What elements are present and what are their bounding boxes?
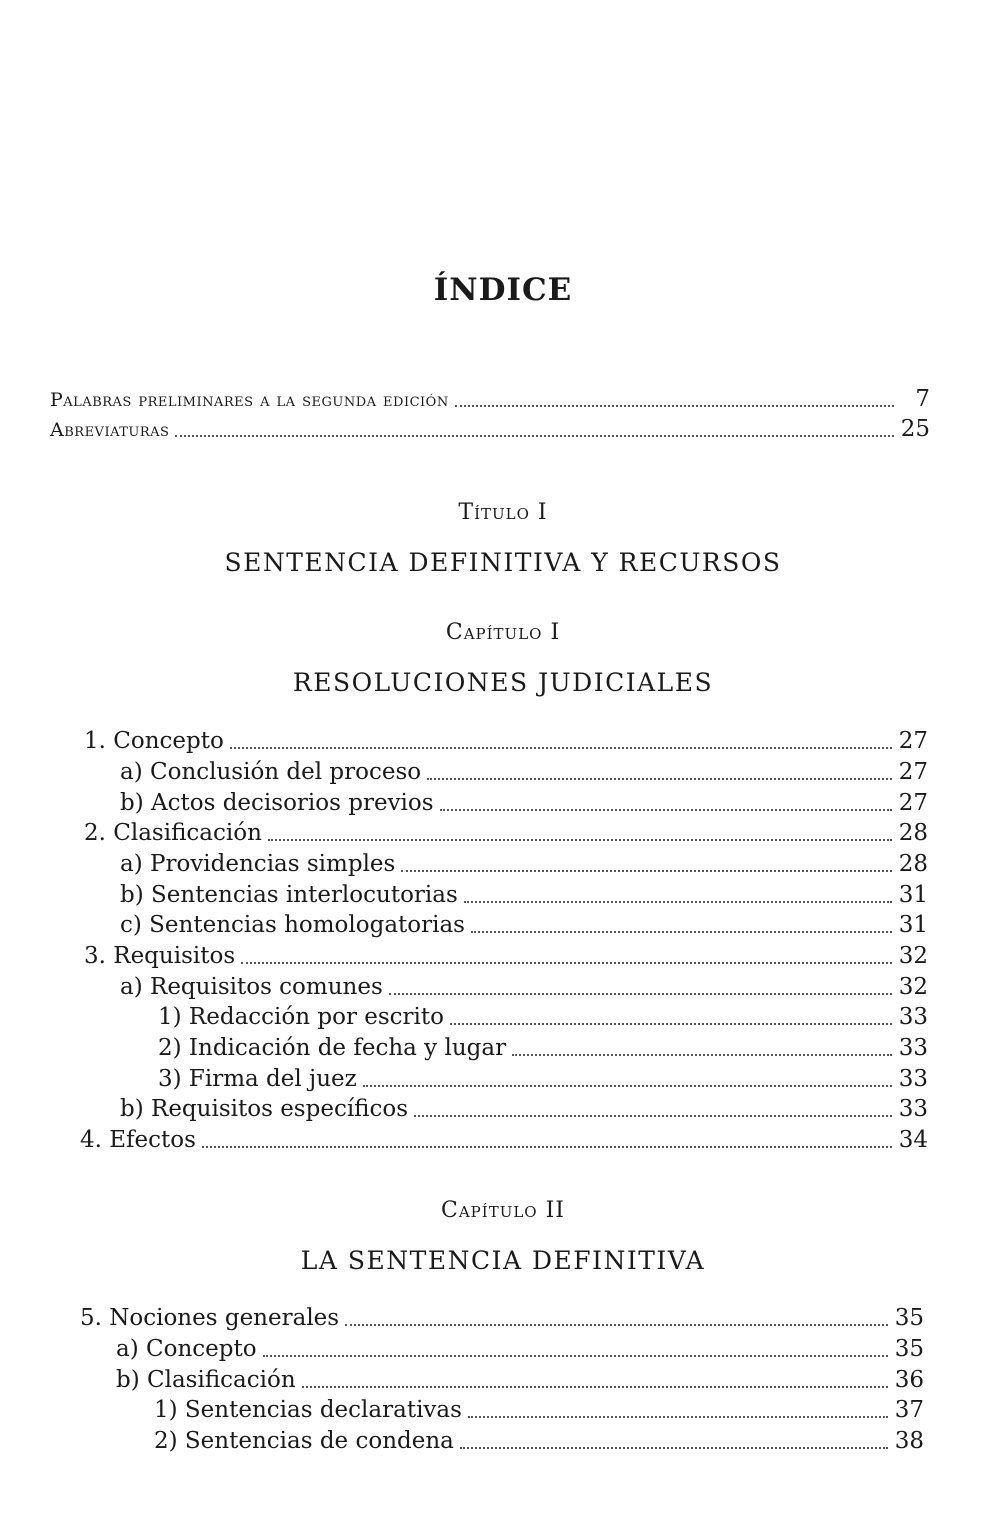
toc-entry xyxy=(154,1395,924,1425)
toc-entry xyxy=(120,849,928,879)
toc-entry-page: 32 xyxy=(898,974,928,1000)
toc-entry-page: 33 xyxy=(898,1096,928,1122)
toc-entry-page: 33 xyxy=(898,1004,928,1030)
toc-entry xyxy=(158,1033,928,1063)
toc-entry-label: a) Providencias simples xyxy=(120,851,396,877)
toc-entry-label: 3. Requisitos xyxy=(84,943,236,969)
page-title: ÍNDICE xyxy=(433,272,573,308)
toc-entry-label: b) Requisitos específicos xyxy=(120,1096,409,1122)
dot-leader xyxy=(202,1146,892,1148)
dot-leader xyxy=(450,1023,892,1025)
dot-leader xyxy=(241,962,892,964)
toc-entry-label: 2. Clasificación xyxy=(84,820,262,846)
toc-entry-page: 27 xyxy=(898,790,928,816)
toc-entry-label: Abreviaturas xyxy=(50,419,170,441)
toc-entry-page: 36 xyxy=(894,1367,924,1393)
dot-leader xyxy=(302,1386,888,1388)
toc-entry xyxy=(158,1064,928,1094)
toc-entry xyxy=(120,788,928,818)
toc-entry-label: 5. Nociones generales xyxy=(80,1305,340,1331)
toc-entry-label: 2) Indicación de fecha y lugar xyxy=(158,1035,507,1061)
toc-entry-page: 35 xyxy=(894,1336,924,1362)
toc-entry-page: 35 xyxy=(894,1305,924,1331)
toc-entry-label: 1) Redacción por escrito xyxy=(158,1004,444,1030)
toc-entry xyxy=(80,1303,924,1333)
toc-entry-label: a) Concepto xyxy=(116,1336,257,1362)
toc-entry-page: 27 xyxy=(898,759,928,785)
toc-entry-page: 33 xyxy=(898,1066,928,1092)
toc-entry xyxy=(116,1334,924,1364)
toc-entry-label: 4. Efectos xyxy=(80,1127,196,1153)
titulo-label: Título I xyxy=(458,500,548,525)
dot-leader xyxy=(460,1447,888,1449)
toc-entry-label: c) Sentencias homologatorias xyxy=(120,912,465,938)
toc-entry-page: 28 xyxy=(898,851,928,877)
toc-entry-label: b) Actos decisorios previos xyxy=(120,790,434,816)
toc-entry-page: 31 xyxy=(898,882,928,908)
toc-entry-label: Palabras preliminares a la segunda edición xyxy=(50,389,449,411)
toc-entry xyxy=(116,1365,924,1395)
toc-entry xyxy=(120,757,928,787)
chapter-1-name: RESOLUCIONES JUDICIALES xyxy=(292,668,714,697)
dot-leader xyxy=(471,931,892,933)
dot-leader xyxy=(440,809,892,811)
toc-entry-page: 25 xyxy=(900,416,930,442)
titulo-name: SENTENCIA DEFINITIVA Y RECURSOS xyxy=(224,548,782,577)
toc-entry-page: 38 xyxy=(894,1428,924,1454)
toc-entry-page: 33 xyxy=(898,1035,928,1061)
toc-entry-page: 27 xyxy=(898,728,928,754)
dot-leader xyxy=(268,839,892,841)
toc-entry-label: a) Conclusión del proceso xyxy=(120,759,422,785)
toc-entry-label: 2) Sentencias de condena xyxy=(154,1428,454,1454)
toc-entry-label: b) Sentencias interlocutorias xyxy=(120,882,458,908)
toc-entry-label: 1) Sentencias declarativas xyxy=(154,1397,462,1423)
toc-entry xyxy=(120,1094,928,1124)
toc-entry-page: 34 xyxy=(898,1127,928,1153)
dot-leader xyxy=(512,1054,892,1056)
toc-entry xyxy=(84,941,928,971)
toc-entry-label: 1. Concepto xyxy=(84,728,224,754)
chapter-2-label: Capítulo II xyxy=(441,1198,565,1223)
dot-leader xyxy=(468,1416,888,1418)
dot-leader xyxy=(427,778,892,780)
toc-entry-palabras-preliminares xyxy=(50,384,930,414)
dot-leader xyxy=(345,1324,888,1326)
toc-entry-label: b) Clasificación xyxy=(116,1367,296,1393)
toc-entry-label: a) Requisitos comunes xyxy=(120,974,383,1000)
toc-entry-page: 7 xyxy=(915,386,930,412)
dot-leader xyxy=(414,1115,892,1117)
toc-entry xyxy=(80,1125,928,1155)
dot-leader xyxy=(230,747,892,749)
dot-leader xyxy=(175,435,894,437)
dot-leader xyxy=(455,405,894,407)
toc-entry xyxy=(154,1426,924,1456)
toc-entry-abreviaturas xyxy=(50,414,930,444)
toc-entry-label: 3) Firma del juez xyxy=(158,1066,357,1092)
toc-entry-page: 31 xyxy=(898,912,928,938)
toc-entry xyxy=(84,818,928,848)
chapter-1-label: Capítulo I xyxy=(445,620,561,645)
toc-entry xyxy=(120,880,928,910)
toc-entry-page: 32 xyxy=(898,943,928,969)
toc-entry xyxy=(120,972,928,1002)
toc-entry-page: 28 xyxy=(898,820,928,846)
toc-entry xyxy=(158,1002,928,1032)
dot-leader xyxy=(464,901,892,903)
dot-leader xyxy=(363,1085,892,1087)
chapter-2-name: LA SENTENCIA DEFINITIVA xyxy=(300,1246,706,1275)
toc-entry xyxy=(120,910,928,940)
dot-leader xyxy=(263,1355,888,1357)
toc-entry-page: 37 xyxy=(894,1397,924,1423)
toc-entry xyxy=(84,726,928,756)
dot-leader xyxy=(389,993,892,995)
dot-leader xyxy=(401,870,892,872)
